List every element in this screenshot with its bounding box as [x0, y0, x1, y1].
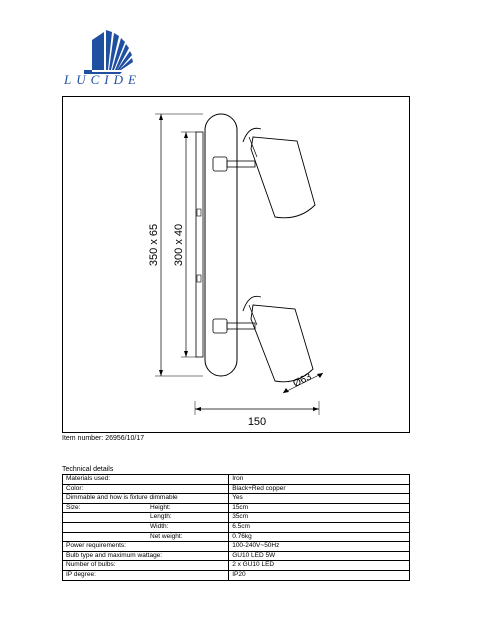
- plate-profile: [196, 132, 203, 357]
- table-row: [63, 532, 410, 542]
- row-label: Power requirements:: [63, 542, 229, 552]
- screw-marker-bottom: [197, 275, 201, 282]
- table-row: [63, 551, 410, 561]
- upper-bracket: [243, 128, 261, 142]
- row-value: 100-240V~50Hz: [229, 542, 410, 552]
- row-value: IP20: [229, 570, 410, 580]
- upper-arm-base: [213, 157, 227, 171]
- row-value: GU10 LED 5W: [229, 551, 410, 561]
- row-label: Size: Height:: [63, 503, 229, 513]
- table-row: [63, 494, 410, 504]
- row-label: Materials used:: [63, 475, 229, 485]
- row-value: 35cm: [229, 513, 410, 523]
- table-row: [63, 542, 410, 552]
- row-label: Bulb type and maximum wattage:: [63, 551, 229, 561]
- row-label: Net weight:: [63, 532, 229, 542]
- table-row: [63, 475, 410, 485]
- drawing-frame: [62, 96, 410, 433]
- table-row: [63, 513, 410, 523]
- row-value: Yes: [229, 494, 410, 504]
- row-label: Length:: [63, 513, 229, 523]
- dim-diameter-label: Ø63: [291, 371, 314, 390]
- upper-shade: [251, 137, 315, 218]
- row-label: Number of bulbs:: [63, 561, 229, 571]
- item-number-value: 26956/10/17: [105, 435, 145, 442]
- row-label: Color:: [63, 484, 229, 494]
- row-label: Dimmable and how is fixture dimmable: [63, 494, 229, 504]
- upper-arm: [227, 161, 255, 167]
- back-plate-outline: [205, 114, 237, 376]
- lower-shade: [251, 305, 313, 382]
- table-row: [63, 503, 410, 513]
- technical-details-title: Technical details: [62, 466, 114, 473]
- table-row: [63, 522, 410, 532]
- table-row: [63, 570, 410, 580]
- screw-marker-top: [197, 209, 201, 216]
- table-row: [63, 484, 410, 494]
- dim-depth-label: 150: [247, 416, 267, 428]
- dim-total-label: 350 x 65: [148, 223, 160, 267]
- row-value: Black+Red copper: [229, 484, 410, 494]
- row-value: 6.5cm: [229, 522, 410, 532]
- row-value: 2 x GU10 LED: [229, 561, 410, 571]
- row-value: Iron: [229, 475, 410, 485]
- item-number-label: Item number:: [62, 435, 104, 442]
- item-number: [62, 435, 144, 442]
- technical-drawing: [63, 97, 411, 434]
- table-row: [63, 561, 410, 571]
- row-value: 15cm: [229, 503, 410, 513]
- row-value: 0.76kg: [229, 532, 410, 542]
- row-label: IP degree:: [63, 570, 229, 580]
- lower-arm: [227, 323, 255, 329]
- technical-details-table: [62, 474, 410, 581]
- row-label: Width:: [63, 522, 229, 532]
- dim-plate-label: 300 x 40: [173, 223, 185, 267]
- brand-wordmark: LUCIDE: [64, 72, 141, 87]
- lower-arm-base: [213, 319, 227, 333]
- lower-bracket: [243, 296, 261, 311]
